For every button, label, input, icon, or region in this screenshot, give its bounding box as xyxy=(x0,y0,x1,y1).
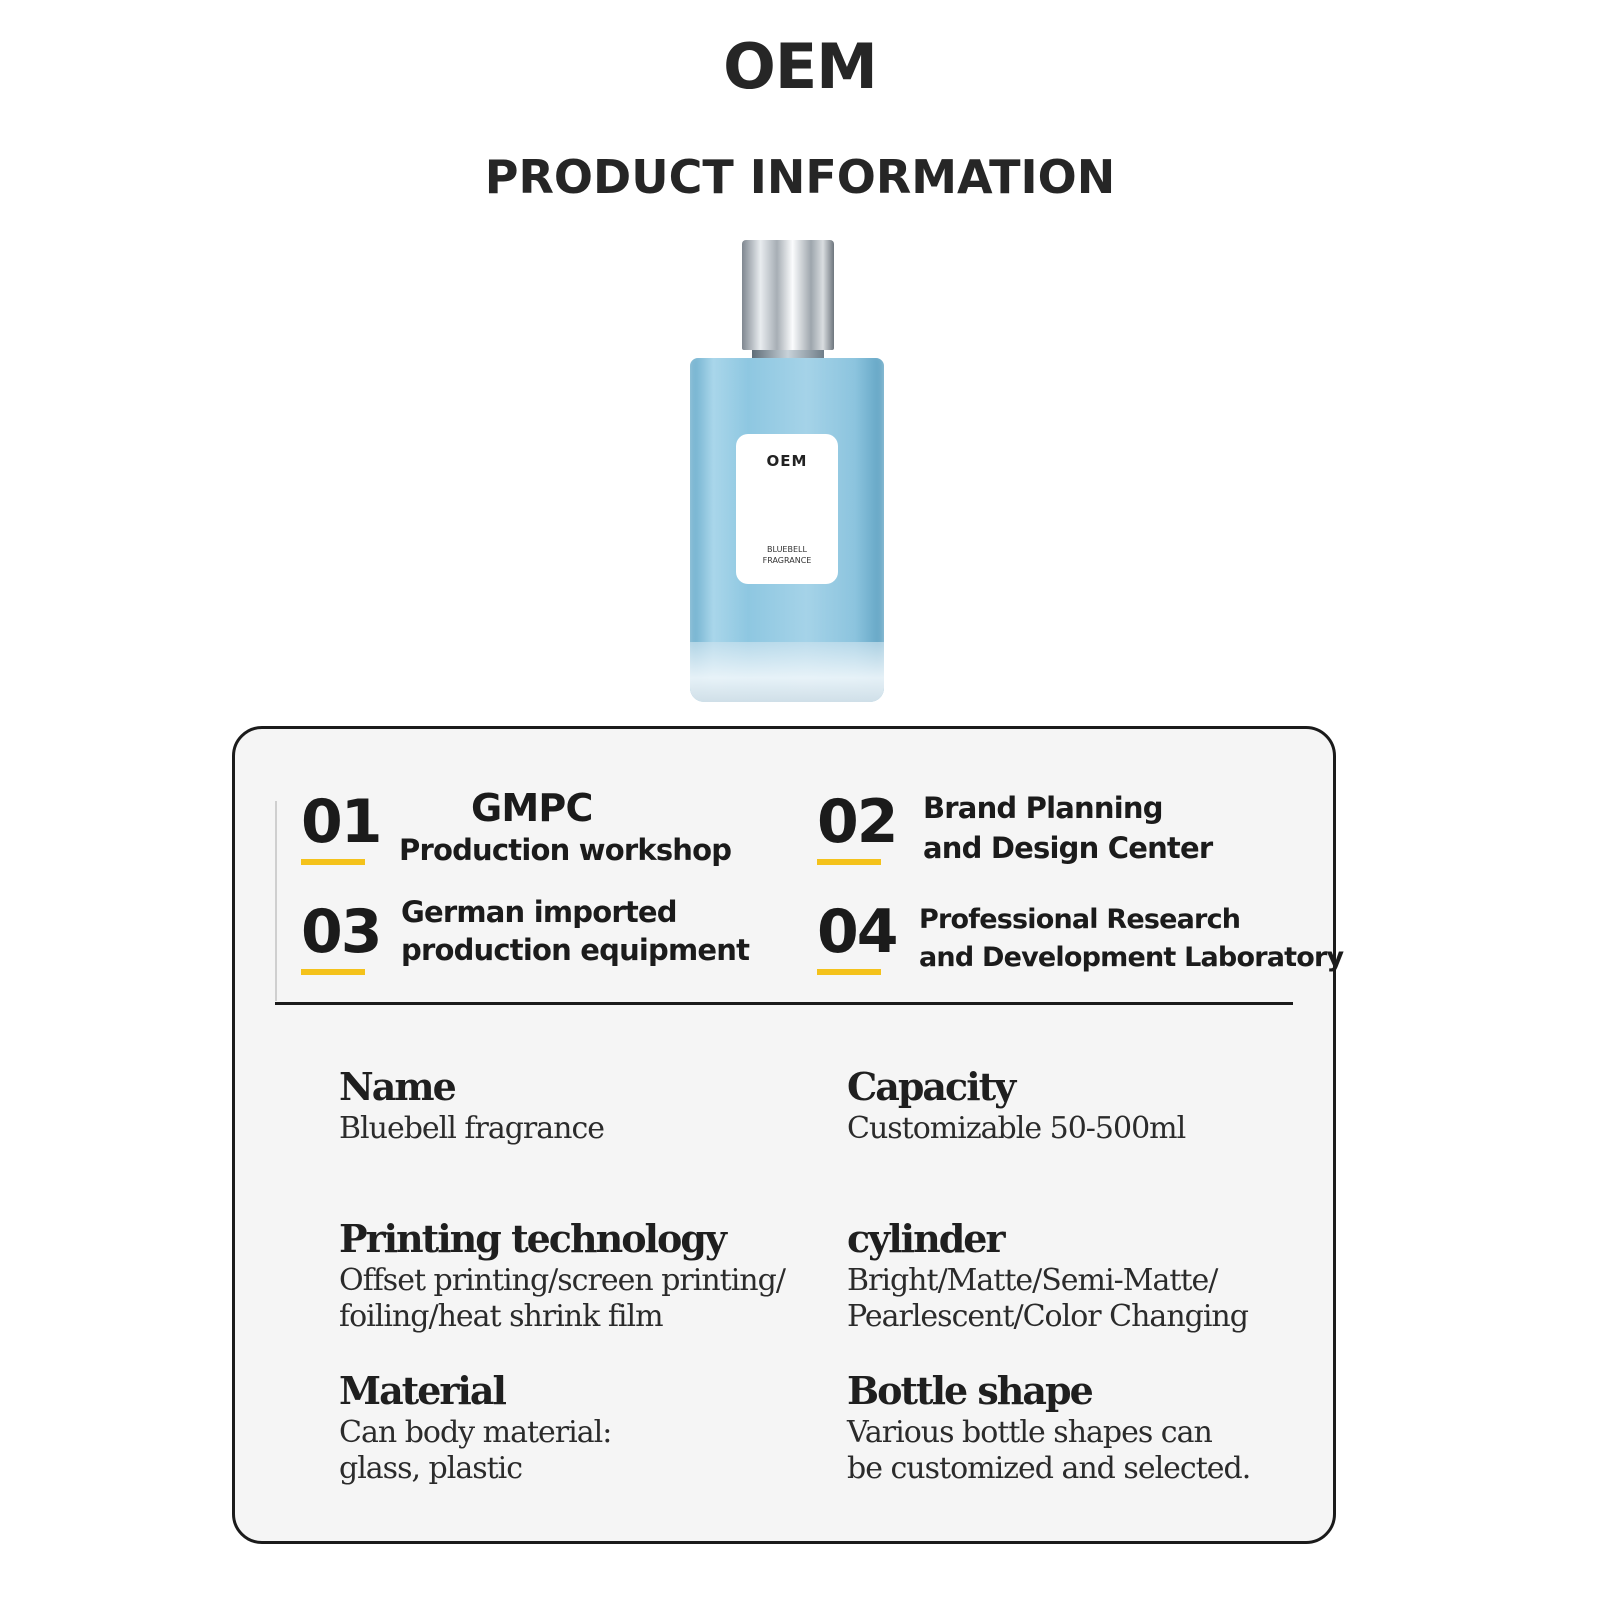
section-divider xyxy=(275,1002,1293,1005)
spec-value: Bright/Matte/Semi-Matte/ Pearlescent/Color Changing xyxy=(847,1263,1248,1334)
spec-capacity xyxy=(847,1063,1307,1147)
spec-label: Printing technology xyxy=(339,1216,725,1261)
feature-line2: Production workshop xyxy=(399,833,732,867)
feature-item-02 xyxy=(817,787,1297,877)
feature-item-03 xyxy=(301,897,761,987)
feature-left-rule xyxy=(275,801,277,1001)
feature-line2: production equipment xyxy=(401,933,750,967)
feature-line2: and Design Center xyxy=(923,831,1213,865)
feature-number-underline xyxy=(817,859,881,865)
spec-bottle-shape xyxy=(847,1367,1307,1487)
spec-label: cylinder xyxy=(847,1216,1004,1261)
feature-line1: Brand Planning xyxy=(923,791,1163,825)
spec-value: Can body material: glass, plastic xyxy=(339,1415,612,1486)
bottle-label xyxy=(736,434,838,584)
page-subtitle: PRODUCT INFORMATION xyxy=(484,150,1116,204)
spec-value: Customizable 50-500ml xyxy=(847,1111,1186,1146)
feature-line1: Professional Research xyxy=(919,904,1241,935)
bottle-label-brand: OEM xyxy=(766,452,808,470)
spec-label: Name xyxy=(339,1064,455,1109)
bottle-label-name: BLUEBELL FRAGRANCE xyxy=(762,545,812,565)
spec-printing-technology xyxy=(339,1215,799,1335)
spec-value: Various bottle shapes can be customized and selected. xyxy=(847,1415,1251,1486)
spec-label: Bottle shape xyxy=(847,1368,1092,1413)
feature-number-underline xyxy=(301,969,365,975)
feature-line1: GMPC xyxy=(471,786,593,830)
feature-number-underline xyxy=(301,859,365,865)
feature-number: 04 xyxy=(817,897,897,967)
feature-number: 01 xyxy=(301,787,381,857)
bottle-base xyxy=(690,642,884,702)
spec-material xyxy=(339,1367,799,1487)
product-info-panel xyxy=(232,726,1344,1544)
bottle-cap xyxy=(742,240,834,350)
spec-value: Bluebell fragrance xyxy=(339,1111,605,1146)
feature-number-underline xyxy=(817,969,881,975)
feature-item-01 xyxy=(301,787,741,877)
feature-number: 02 xyxy=(817,787,897,857)
feature-item-04 xyxy=(817,897,1344,987)
perfume-bottle-image xyxy=(690,240,910,720)
spec-name xyxy=(339,1063,799,1147)
feature-line2: and Development Laboratory xyxy=(919,942,1344,973)
spec-label: Capacity xyxy=(847,1064,1015,1109)
feature-number: 03 xyxy=(301,897,381,967)
spec-cylinder xyxy=(847,1215,1307,1335)
page-title: OEM xyxy=(723,30,877,103)
spec-label: Material xyxy=(339,1368,505,1413)
feature-line1: German imported xyxy=(401,895,677,929)
spec-value: Offset printing/screen printing/ foiling/heat shrink film xyxy=(339,1263,785,1334)
